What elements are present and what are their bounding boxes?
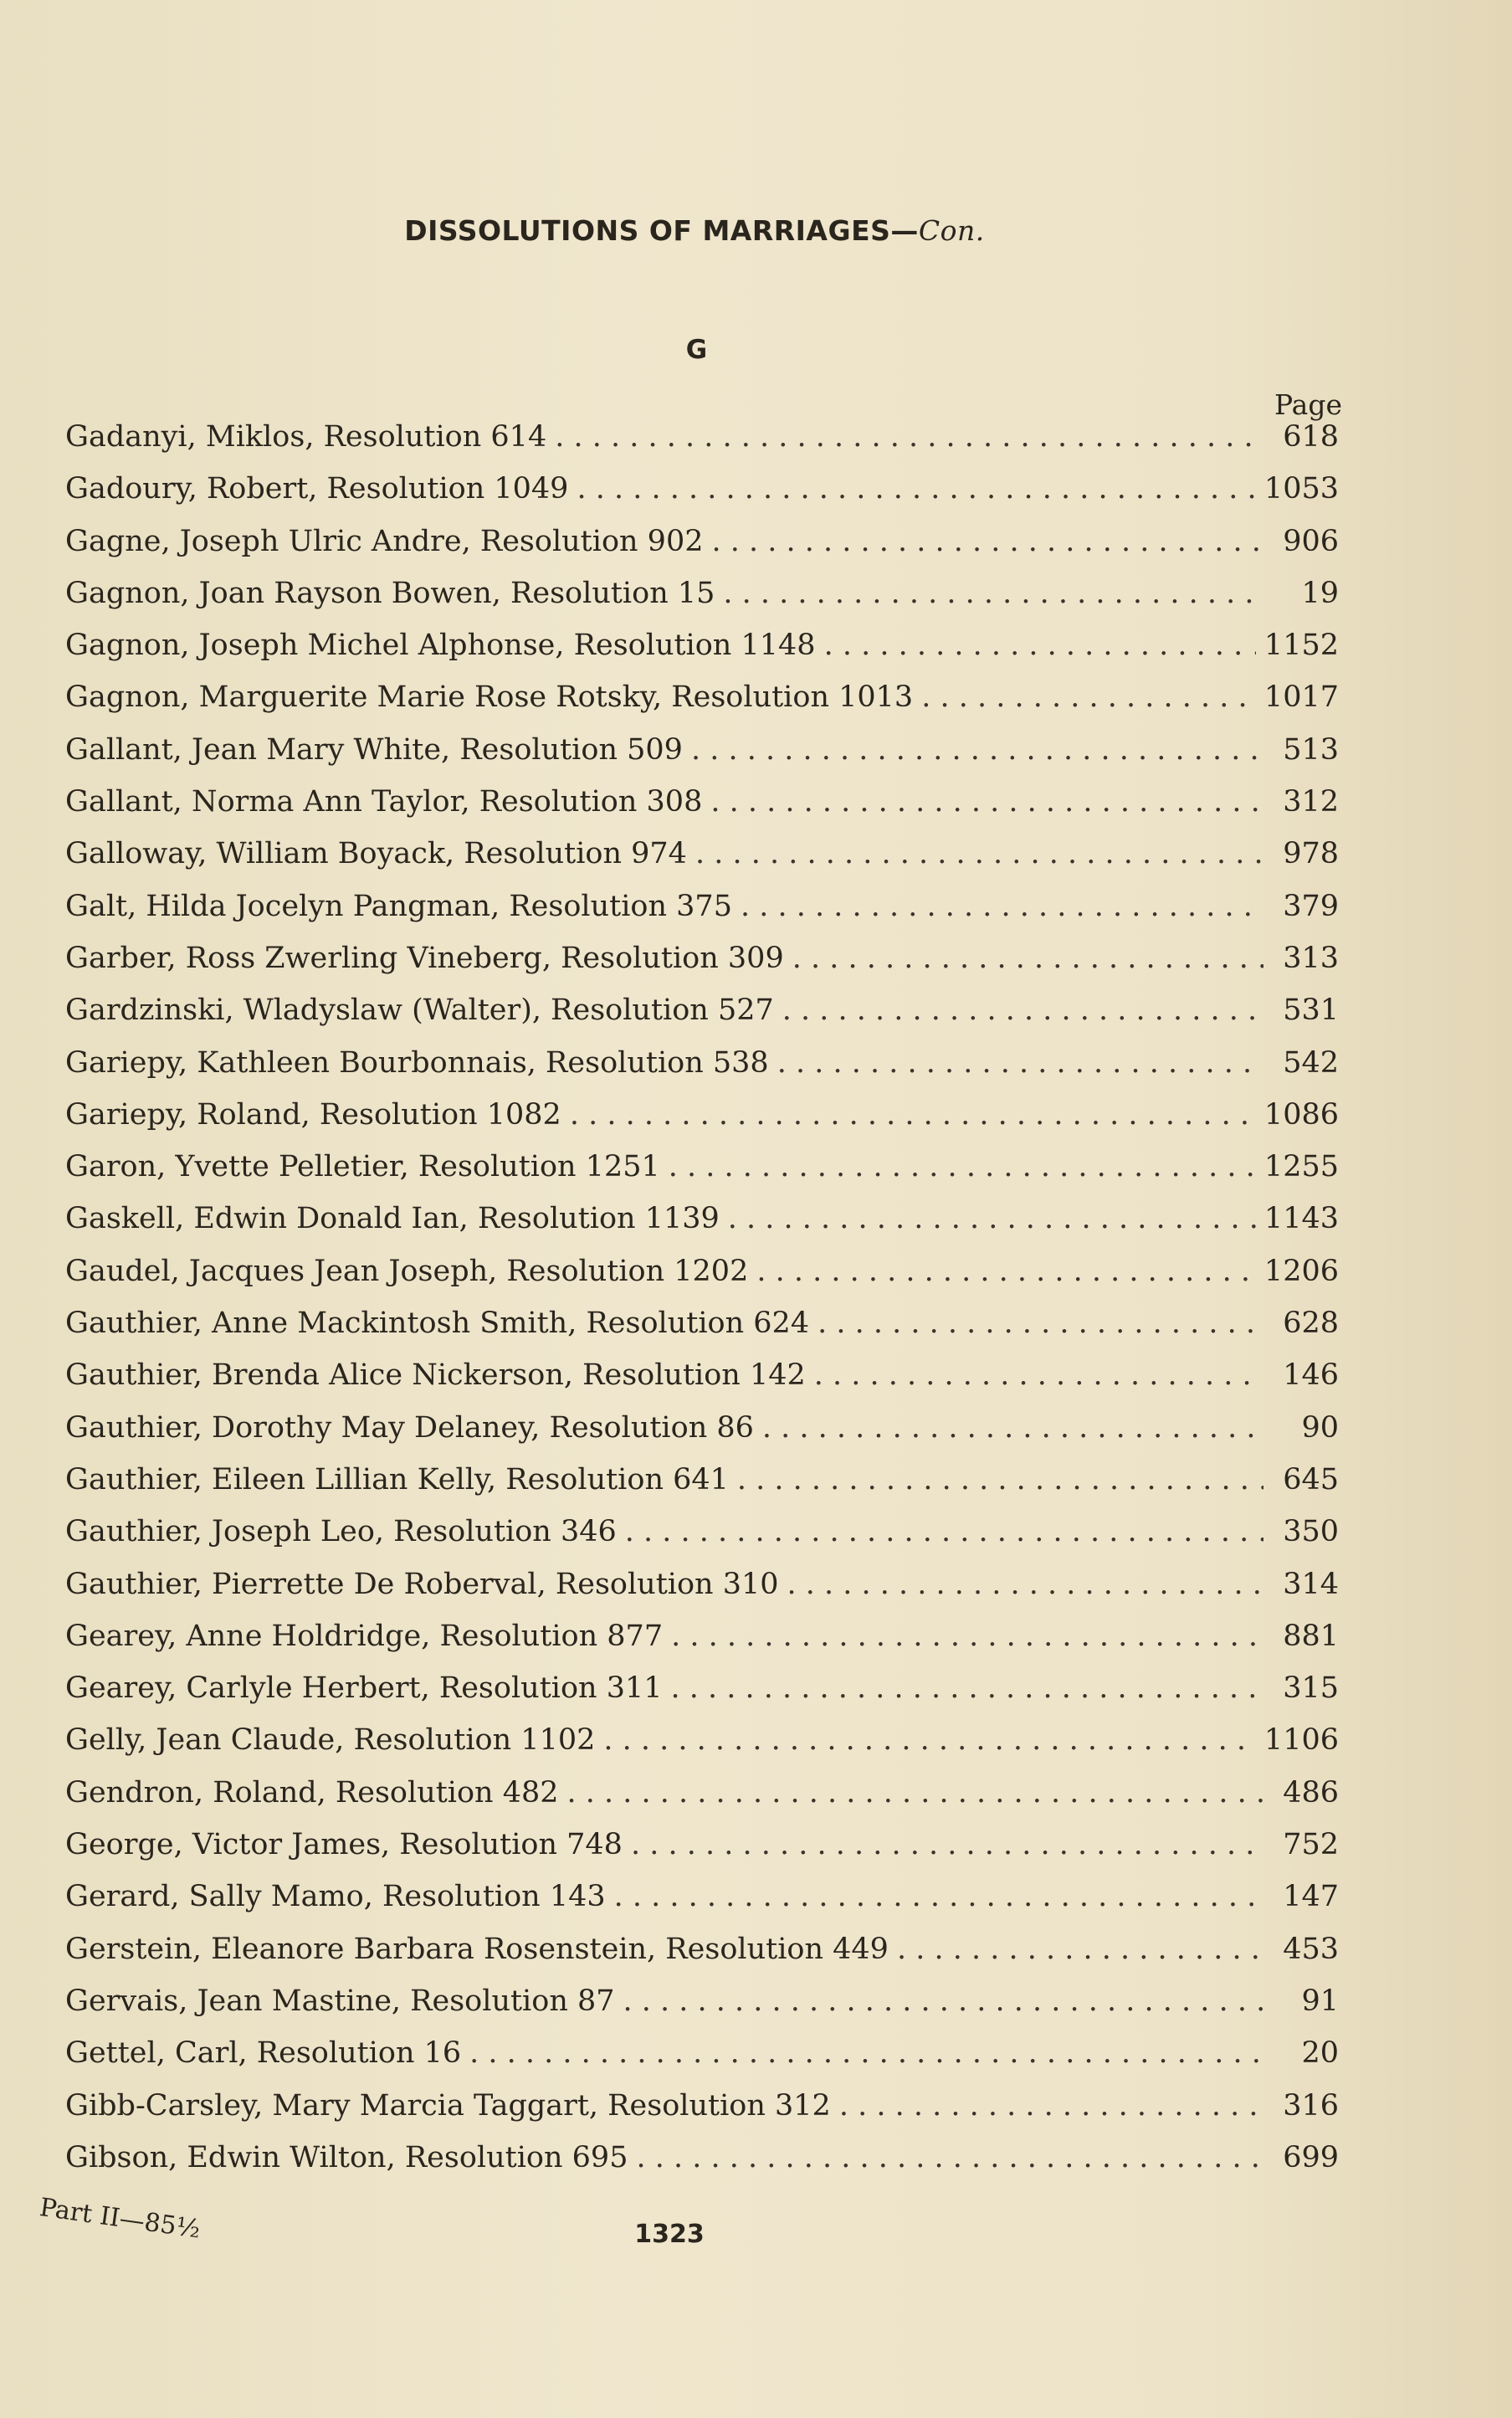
dot-leader xyxy=(671,1671,1263,1705)
index-entry xyxy=(65,1776,1339,1828)
dot-leader xyxy=(782,993,1263,1027)
entry-page-number: 19 xyxy=(1301,576,1339,610)
dot-leader xyxy=(824,629,1256,662)
index-entry xyxy=(65,1515,1339,1567)
entry-name: Gettel, Carl, Resolution 16 xyxy=(65,2036,462,2071)
dot-leader xyxy=(625,1515,1263,1548)
dot-leader xyxy=(669,1150,1256,1183)
index-entry xyxy=(65,1046,1339,1098)
entry-name: Galt, Hilda Jocelyn Pangman, Resolution 375 xyxy=(65,889,732,923)
index-entry xyxy=(65,680,1339,732)
entry-name: Gagnon, Joseph Michel Alphonse, Resolution 1148 xyxy=(65,629,816,663)
entry-name: Garon, Yvette Pelletier, Resolution 1251 xyxy=(65,1150,660,1184)
index-entry xyxy=(65,2141,1339,2193)
entry-name: Garber, Ross Zwerling Vineberg, Resolution 309 xyxy=(65,941,784,975)
index-entry xyxy=(65,1984,1339,2036)
entry-page-number: 906 xyxy=(1283,524,1339,558)
dot-leader xyxy=(818,1307,1263,1340)
entry-name: Gervais, Jean Mastine, Resolution 87 xyxy=(65,1984,615,2018)
dot-leader xyxy=(623,1984,1263,2018)
dot-leader xyxy=(723,577,1263,610)
entry-page-number: 1086 xyxy=(1263,1097,1339,1132)
index-entry xyxy=(65,2089,1339,2141)
entry-page-number: 542 xyxy=(1283,1045,1339,1080)
entry-page-number: 1206 xyxy=(1263,1254,1339,1288)
index-entry xyxy=(65,2036,1339,2088)
entry-page-number: 91 xyxy=(1301,1984,1339,2018)
entry-page-number: 881 xyxy=(1283,1619,1339,1653)
index-entry xyxy=(65,942,1339,993)
page-column-label: Page xyxy=(1274,388,1342,421)
dot-leader xyxy=(762,1411,1263,1445)
entry-page-number: 618 xyxy=(1283,420,1339,454)
entry-name: Gardzinski, Wladyslaw (Walter), Resolution 527 xyxy=(65,993,774,1028)
entry-name: Gearey, Carlyle Herbert, Resolution 311 xyxy=(65,1671,663,1706)
entry-page-number: 1255 xyxy=(1263,1150,1339,1184)
dot-leader xyxy=(787,1568,1263,1601)
index-entry xyxy=(65,890,1339,942)
dot-leader xyxy=(603,1723,1256,1757)
page-number: 1323 xyxy=(634,2220,705,2249)
index-entry xyxy=(65,1358,1339,1410)
page-title xyxy=(0,214,1389,247)
entry-page-number: 645 xyxy=(1283,1462,1339,1496)
dot-leader xyxy=(814,1358,1263,1392)
entry-page-number: 379 xyxy=(1283,889,1339,923)
entry-name: Gagnon, Marguerite Marie Rose Rotsky, Resolution 1013 xyxy=(65,680,914,715)
entry-name: Gagnon, Joan Rayson Bowen, Resolution 15 xyxy=(65,576,715,610)
entry-page-number: 1053 xyxy=(1263,472,1339,506)
entry-page-number: 978 xyxy=(1283,837,1339,871)
entry-page-number: 628 xyxy=(1283,1307,1339,1341)
dot-leader xyxy=(777,1046,1263,1080)
dot-leader xyxy=(711,525,1263,558)
index-entry xyxy=(65,1828,1339,1880)
dot-leader xyxy=(839,2089,1263,2123)
dot-leader xyxy=(614,1880,1263,1913)
page-title-main: DISSOLUTIONS OF MARRIAGES— xyxy=(404,214,919,247)
entry-name: Gadanyi, Miklos, Resolution 614 xyxy=(65,420,547,454)
entry-page-number: 513 xyxy=(1283,732,1339,767)
entry-page-number: 90 xyxy=(1301,1410,1339,1445)
signature-mark: Part II—85½ xyxy=(38,2193,202,2245)
index-entry xyxy=(65,1411,1339,1463)
dot-leader xyxy=(792,942,1263,975)
entry-page-number: 1143 xyxy=(1263,1202,1339,1236)
entry-name: Gariepy, Roland, Resolution 1082 xyxy=(65,1097,561,1132)
index-entry xyxy=(65,993,1339,1045)
dot-leader xyxy=(567,1776,1263,1810)
index-entry xyxy=(65,837,1339,889)
index-entry xyxy=(65,525,1339,577)
entry-page-number: 313 xyxy=(1283,941,1339,975)
entry-page-number: 486 xyxy=(1283,1775,1339,1810)
index-entry xyxy=(65,1150,1339,1202)
entry-page-number: 531 xyxy=(1283,993,1339,1028)
index-entry xyxy=(65,1202,1339,1254)
entry-name: Gelly, Jean Claude, Resolution 1102 xyxy=(65,1723,596,1758)
entry-name: Gadoury, Robert, Resolution 1049 xyxy=(65,472,569,506)
dot-leader xyxy=(728,1202,1256,1235)
dot-leader xyxy=(737,1463,1263,1496)
index-entry xyxy=(65,577,1339,629)
entry-page-number: 146 xyxy=(1283,1358,1339,1393)
entry-page-number: 699 xyxy=(1283,2140,1339,2174)
index-entry xyxy=(65,1098,1339,1150)
dot-leader xyxy=(671,1620,1263,1653)
entry-name: Gaudel, Jacques Jean Joseph, Resolution 1202 xyxy=(65,1254,749,1288)
dot-leader xyxy=(695,837,1263,870)
index-entry xyxy=(65,629,1339,680)
entry-page-number: 316 xyxy=(1283,2088,1339,2123)
entry-name: Gagne, Joseph Ulric Andre, Resolution 902 xyxy=(65,524,704,558)
entry-name: Gerstein, Eleanore Barbara Rosenstein, Resolution 449 xyxy=(65,1932,889,1966)
entry-page-number: 312 xyxy=(1283,785,1339,819)
dot-leader xyxy=(631,1828,1263,1861)
dot-leader xyxy=(555,420,1263,454)
entry-name: Gerard, Sally Mamo, Resolution 143 xyxy=(65,1880,606,1914)
index-entry xyxy=(65,733,1339,785)
entry-page-number: 1017 xyxy=(1263,680,1339,715)
entry-page-number: 20 xyxy=(1301,2036,1339,2071)
dot-leader xyxy=(636,2141,1263,2174)
entry-name: Gauthier, Dorothy May Delaney, Resolution 86 xyxy=(65,1410,754,1445)
entry-name: Galloway, William Boyack, Resolution 974 xyxy=(65,837,687,871)
entry-name: Gearey, Anne Holdridge, Resolution 877 xyxy=(65,1619,664,1653)
dot-leader xyxy=(691,733,1263,767)
index-entry xyxy=(65,1933,1339,1984)
index-entry xyxy=(65,1255,1339,1307)
dot-leader xyxy=(741,890,1263,923)
entry-name: Gauthier, Anne Mackintosh Smith, Resolution 624 xyxy=(65,1307,810,1341)
index-entry xyxy=(65,1307,1339,1358)
entry-name: Gariepy, Kathleen Bourbonnais, Resolution 538 xyxy=(65,1045,769,1080)
entry-name: George, Victor James, Resolution 748 xyxy=(65,1828,623,1862)
entry-name: Gauthier, Eileen Lillian Kelly, Resolution 641 xyxy=(65,1462,729,1496)
entry-page-number: 752 xyxy=(1283,1828,1339,1862)
entry-page-number: 314 xyxy=(1283,1567,1339,1601)
entry-name: Gauthier, Pierrette De Roberval, Resolution 310 xyxy=(65,1567,779,1601)
index-entry xyxy=(65,785,1339,837)
dot-leader xyxy=(897,1933,1263,1966)
entry-page-number: 1152 xyxy=(1263,629,1339,663)
index-entry xyxy=(65,472,1339,524)
entry-name: Gallant, Norma Ann Taylor, Resolution 308 xyxy=(65,785,703,819)
index-entry xyxy=(65,420,1339,472)
entry-name: Gauthier, Joseph Leo, Resolution 346 xyxy=(65,1515,617,1549)
entry-page-number: 453 xyxy=(1283,1932,1339,1966)
entry-name: Gallant, Jean Mary White, Resolution 509 xyxy=(65,732,683,767)
dot-leader xyxy=(469,2036,1263,2070)
dot-leader xyxy=(577,472,1255,506)
dot-leader xyxy=(570,1098,1256,1132)
index-entry xyxy=(65,1723,1339,1775)
section-letter-heading: G xyxy=(685,335,708,365)
entry-name: Gauthier, Brenda Alice Nickerson, Resolution 142 xyxy=(65,1358,806,1393)
entry-page-number: 1106 xyxy=(1263,1723,1339,1758)
entry-page-number: 147 xyxy=(1283,1880,1339,1914)
entry-name: Gibb-Carsley, Mary Marcia Taggart, Resolution 312 xyxy=(65,2088,831,2123)
index-entry xyxy=(65,1880,1339,1932)
dot-leader xyxy=(756,1255,1256,1288)
dot-leader xyxy=(921,680,1256,714)
entry-name: Gibson, Edwin Wilton, Resolution 695 xyxy=(65,2140,628,2174)
entry-name: Gendron, Roland, Resolution 482 xyxy=(65,1775,559,1810)
index-entry xyxy=(65,1463,1339,1515)
dot-leader xyxy=(710,785,1263,819)
index-entry xyxy=(65,1671,1339,1723)
entry-name: Gaskell, Edwin Donald Ian, Resolution 1139 xyxy=(65,1202,720,1236)
entry-page-number: 350 xyxy=(1283,1515,1339,1549)
index-entry-list xyxy=(65,420,1339,2193)
index-entry xyxy=(65,1568,1339,1620)
index-entry xyxy=(65,1620,1339,1671)
entry-page-number: 315 xyxy=(1283,1671,1339,1706)
page-title-suffix: Con. xyxy=(918,214,985,247)
